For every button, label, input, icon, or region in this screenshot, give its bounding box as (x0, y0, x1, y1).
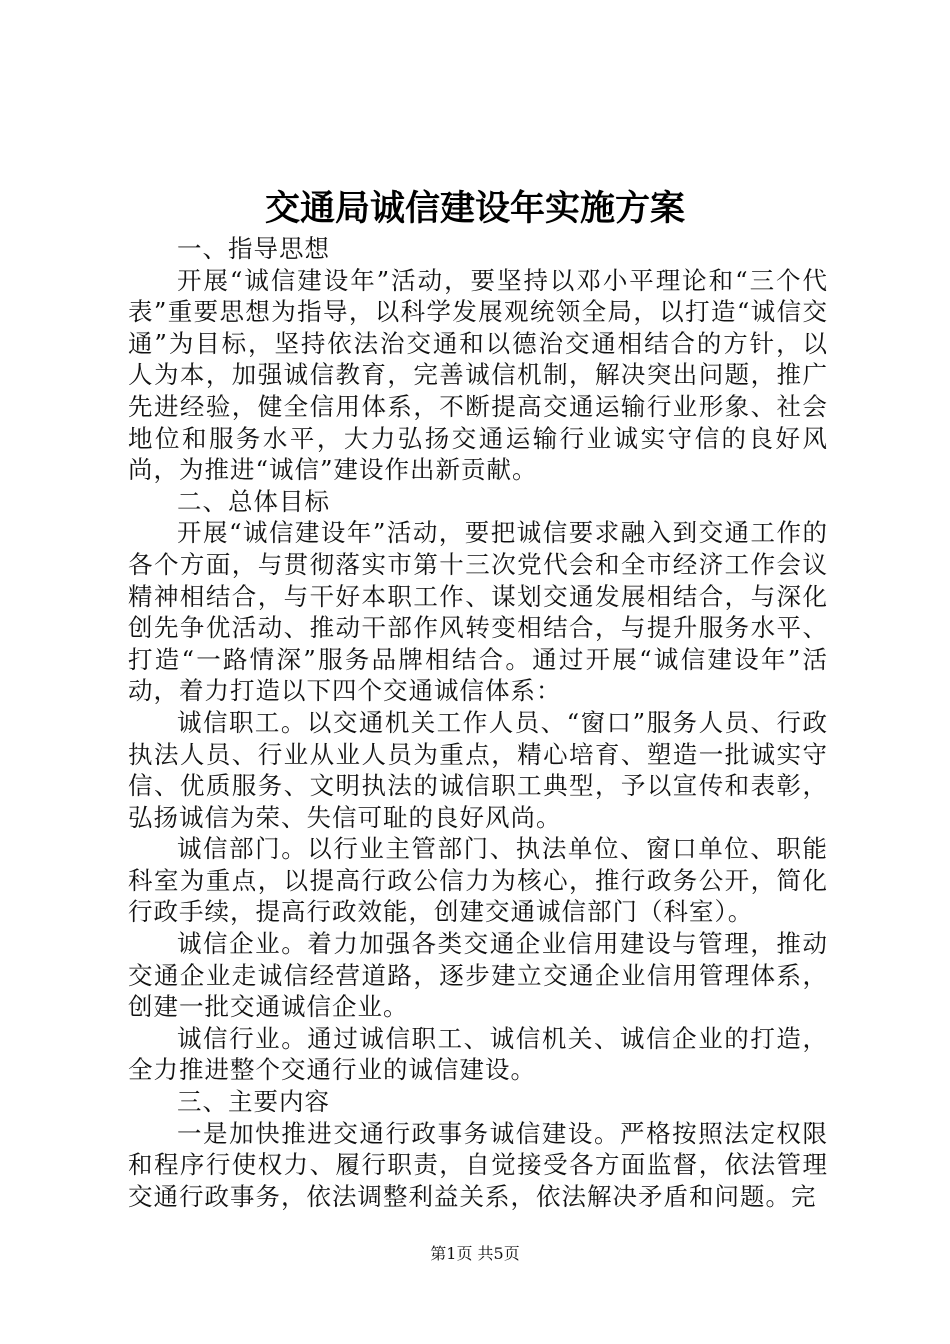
paragraph: 一是加快推进交通行政事务诚信建设。严格按照法定权限和程序行使权力、履行职责，自觉接受各方面监督，依法管理交通行政事务，依法调整利益关系，依法解决矛盾和问题。完 (128, 1118, 828, 1211)
page-footer: 第1页 共5页 (430, 1244, 520, 1263)
paragraph: 诚信部门。以行业主管部门、执法单位、窗口单位、职能科室为重点，以提高行政公信力为核心，推行政务公开，简化行政手续，提高行政效能，创建交通诚信部门（科室）。 (128, 834, 828, 927)
document-body (128, 233, 828, 1212)
paragraph: 诚信企业。着力加强各类交通企业信用建设与管理，推动交通企业走诚信经营道路，逐步建立交通企业信用管理体系，创建一批交通诚信企业。 (128, 929, 828, 1022)
paragraph: 诚信职工。以交通机关工作人员、“窗口”服务人员、行政执法人员、行业从业人员为重点，精心培育、塑造一批诚实守信、优质服务、文明执法的诚信职工典型，予以宣传和表彰，弘扬诚信为荣、失信可耻的良好风尚。 (128, 707, 828, 832)
section-heading: 一、指导思想 (177, 234, 330, 263)
document-title: 交通局诚信建设年实施方案 (264, 188, 685, 229)
section-heading: 二、总体目标 (177, 486, 330, 516)
paragraph: 开展“诚信建设年”活动，要把诚信要求融入到交通工作的各个方面，与贯彻落实市第十三次党代会和全市经济工作会议精神相结合，与干好本职工作、谋划交通发展相结合，与深化创先争优活动、推动干部作风转变相结合，与提升服务水平、打造“一路情深”服务品牌相结合。通过开展“诚信建设年”活动，着力打造以下四个交通诚信体系： (128, 518, 828, 706)
paragraph: 开展“诚信建设年”活动，要坚持以邓小平理论和“三个代表”重要思想为指导，以科学发展观统领全局，以打造“诚信交通”为目标，坚持依法治交通和以德治交通相结合的方针，以人为本，加强诚信教育，完善诚信机制，解决突出问题，推广先进经验，健全信用体系，不断提高交通运输行业形象、社会地位和服务水平，大力弘扬交通运输行业诚实守信的良好风尚，为推进“诚信”建设作出新贡献。 (128, 265, 828, 485)
paragraph: 诚信行业。通过诚信职工、诚信机关、诚信企业的打造，全力推进整个交通行业的诚信建设。 (128, 1023, 828, 1085)
section-heading: 三、主要内容 (177, 1087, 330, 1117)
